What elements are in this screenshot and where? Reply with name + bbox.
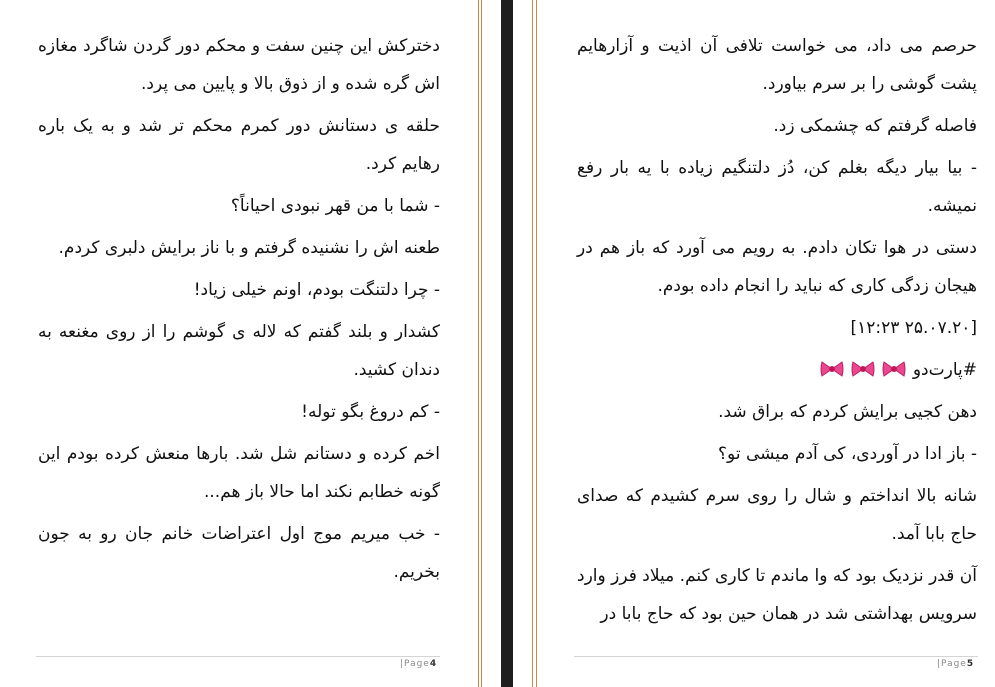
paragraph: - خب میریم موج اول اعتراضات خانم جان رو به جون بخریم. — [38, 524, 440, 582]
bow-icon — [820, 360, 844, 378]
paragraph: - بیا بیار دیگه بغلم کن، دُز دلتنگیم زیاده با یه بار رفع نمیشه. — [577, 158, 977, 216]
paragraph: آن قدر نزدیک بود که وا ماندم تا کاری کنم. میلاد فرز وارد سرویس بهداشتی شد در همان حین بود که حاج بابا در — [577, 566, 977, 624]
page-label: Page — [404, 659, 430, 669]
page-number-value: 5 — [966, 659, 975, 669]
paragraph: حرصم می داد، می خواست تلافی آن اذیت و آزارهایم پشت گوشی را بر سرم بیاورد. — [577, 36, 977, 94]
paragraph: اخم کرده و دستانم شل شد. بارها منعش کرده بودم این گونه خطابم نکند اما حالا باز هم... — [38, 444, 440, 502]
paragraph: فاصله گرفتم که چشمکی زد. — [773, 116, 977, 136]
paragraph: - کم دروغ بگو توله! — [301, 402, 440, 422]
bow-icon — [882, 360, 906, 378]
paragraph: - باز ادا در آوردی، کی آدم میشی تو؟ — [718, 444, 977, 464]
timestamp: [۱۲:۲۳ ۲۵.۰۷.۲۰] — [850, 318, 977, 338]
left-page — [0, 0, 478, 687]
book-gutter — [501, 0, 513, 687]
footer-divider — [574, 656, 978, 657]
paragraph: دهن کجیی برایش کردم که براق شد. — [718, 402, 977, 422]
paragraph: دخترکش این چنین سفت و محکم دور گردن شاگرد مغازه اش گره شده و از ذوق بالا و پایین می پرد. — [38, 36, 440, 94]
page-number: |Page4 — [400, 659, 438, 669]
bow-icon — [851, 360, 875, 378]
footer-divider — [36, 656, 440, 657]
hashtag: #پارت‌دو — [912, 360, 977, 380]
right-page-text — [577, 27, 977, 637]
paragraph: - چرا دلتنگت بودم، اونم خیلی زیاد! — [193, 280, 440, 300]
page-border-line — [536, 0, 537, 687]
right-page — [540, 0, 995, 687]
paragraph: شانه بالا انداختم و شال را روی سرم کشیدم که صدای حاج بابا آمد. — [577, 486, 977, 544]
paragraph: دستی در هوا تکان دادم. به رویم می آورد که باز هم در هیجان زدگی کاری که نباید را انجام داده بودم. — [577, 238, 977, 296]
paragraph: طعنه اش را نشنیده گرفتم و با ناز برایش دلبری کردم. — [58, 238, 440, 258]
left-page-text — [38, 27, 440, 595]
page-border-line — [532, 0, 533, 687]
hashtag-line — [577, 351, 977, 389]
page-border-line — [478, 0, 479, 687]
paragraph: کشدار و بلند گفتم که لاله ی گوشم را از روی مغنعه به دندان کشید. — [38, 322, 440, 380]
page-number: |Page5 — [937, 659, 975, 669]
page-label: Page — [941, 659, 967, 669]
page-border-line — [481, 0, 482, 687]
paragraph: - شما با من قهر نبودی احیاناً؟ — [230, 196, 440, 216]
page-number-value: 4 — [429, 659, 438, 669]
paragraph: حلقه ی دستانش دور کمرم محکم تر شد و به یک باره رهایم کرد. — [38, 116, 440, 174]
